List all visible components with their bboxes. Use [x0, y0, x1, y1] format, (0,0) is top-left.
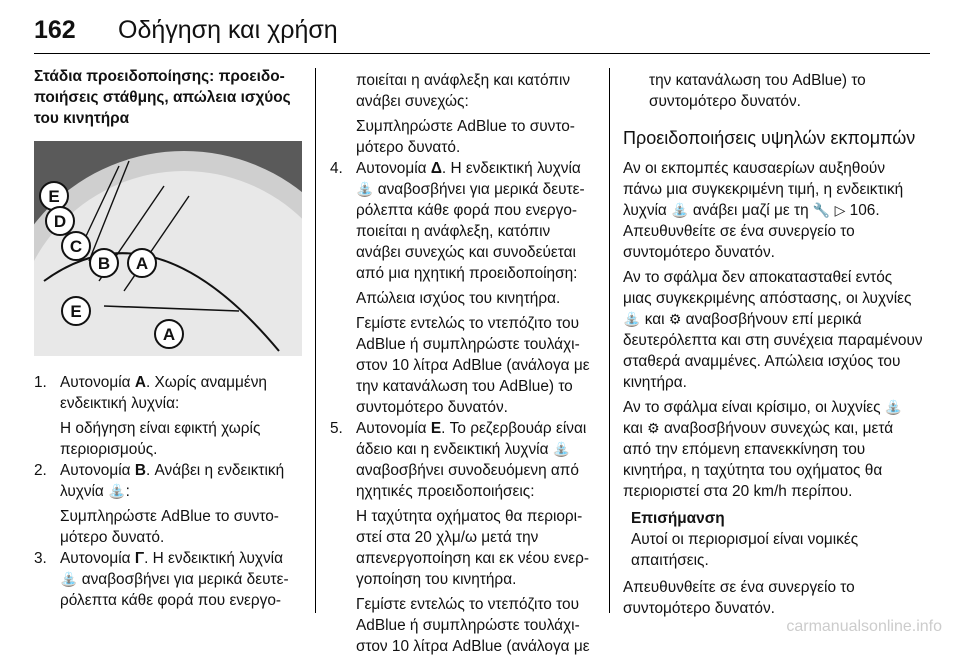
paragraph: Απευθυνθείτε σε ένα συνεργείο το συντομότερο δυνατόν. — [623, 579, 855, 617]
list-item-continuation: την κατανάλωση του AdBlue) το συντομότερο δυνατόν. — [649, 72, 866, 110]
page-reference-arrow-icon: ▷ — [834, 202, 846, 218]
fig-label-e: E — [48, 187, 60, 206]
list-item: 1. Αυτονομία A. Χωρίς αναμμένη ενδεικτική λυχνία: — [34, 374, 267, 412]
watermark: carmanualsonline.info — [786, 618, 942, 635]
section-heading: Προειδοποιήσεις υψηλών εκπομπών — [623, 128, 916, 148]
gauge-figure — [34, 141, 302, 356]
adblue-warning-icon: ⛲ — [356, 181, 374, 197]
list-item-continuation: ποιείται η ανάφλεξη και κατόπιν ανάβει συνεχώς: — [356, 72, 571, 110]
adblue-warning-icon: ⛲ — [60, 571, 78, 587]
note-body: Αυτοί οι περιορισμοί είναι νομικές απαιτήσεις. — [631, 531, 859, 569]
list-item-sub: Συμπληρώστε AdBlue το συντομότερο δυνατό. — [356, 118, 575, 156]
fig-label-a: A — [135, 254, 149, 273]
list-item-sub: Η οδήγηση είναι εφικτή χωρίς περιορισμούς. — [60, 420, 261, 458]
adblue-warning-icon: ⛲ — [671, 202, 689, 218]
adblue-warning-icon: ⛲ — [552, 441, 571, 457]
adblue-warning-icon: ⛲ — [623, 311, 641, 327]
list-item-sub: Γεμίστε εντελώς το ντεπόζιτο του AdBlue ή συμπληρώστε τουλάχιστον 10 λίτρα AdBlue (ανάλογα με — [356, 596, 590, 655]
column-3 — [623, 66, 923, 623]
page-header — [34, 10, 930, 50]
note-title: Επισήμανση — [631, 510, 725, 527]
column-2 — [330, 66, 598, 657]
list-item-sub: Η ταχύτητα οχήματος θα περιοριστεί στα 20 χλμ/ω μετά την απενεργοποίηση και εκ νέου ενεργοποίηση του κινητήρα. — [356, 508, 590, 588]
fig-label-e2: E — [70, 302, 82, 321]
gauge-illustration — [34, 141, 302, 356]
header-rule — [34, 53, 930, 54]
fig-label-c: C — [69, 237, 83, 256]
engine-warning-icon: ⚙ — [668, 311, 682, 327]
paragraph: Αν το σφάλμα δεν αποκατασταθεί εντός μιας συγκεκριμένης απόστασης, οι λυχνίες ⛲ και ⚙ αναβοσβήνουν επί μερικά δευτερόλεπτα και στη συνέχεια παραμένουν σταθερά αναμμένες. Απώλεια ισχύος του κινητήρα. — [623, 269, 923, 391]
column-1 — [34, 66, 302, 611]
fig-label-a2: A — [162, 325, 176, 344]
section-heading: Στάδια προειδοποίησης: προειδοποιήσεις στάθμης, απώλεια ισχύος του κινητήρα — [34, 68, 291, 127]
page-number: 162 — [34, 16, 76, 44]
list-item-sub: Συμπληρώστε AdBlue το συντομότερο δυνατό. — [60, 508, 279, 546]
adblue-warning-icon: ⛲ — [108, 483, 126, 499]
paragraph: Αν οι εκπομπές καυσαερίων αυξηθούν πάνω μια συγκεκριμένη τιμή, η ενδεικτική λυχνία ⛲ ανάβει μαζί με τη 🔧 ▷ 106. Απευθυνθείτε σε ένα συνεργείο το συντομότερο δυνατόν. — [623, 160, 904, 261]
list-item-sub: Απώλεια ισχύος του κινητήρα. — [356, 290, 561, 307]
service-wrench-icon: 🔧 — [812, 202, 831, 218]
column-divider-1 — [315, 68, 316, 613]
paragraph: Αν το σφάλμα είναι κρίσιμο, οι λυχνίες ⛲ και ⚙ αναβοσβήνουν συνεχώς και, μετά από την επόμενη επανεκκίνηση του κινητήρα, η ταχύτητα του οχήματος θα περιοριστεί στα 20 km/h περίπου. — [623, 399, 903, 500]
fig-label-b: B — [97, 254, 111, 273]
list-item: 4. Αυτονομία Δ. Η ενδεικτική λυχνία ⛲ αναβοσβήνει για μερικά δευτερόλεπτα κάθε φορά που ενεργοποιείται η ανάφλεξη, κατόπιν ανάβει συνεχώς και συνοδεύεται από μια ηχητική προειδοποίηση: — [330, 160, 585, 282]
list-item-sub: Γεμίστε εντελώς το ντεπόζιτο του AdBlue ή συμπληρώστε τουλάχιστον 10 λίτρα AdBlue (ανάλογα με την κατανάλωση του AdBlue) το συντομότερο δυνατόν. — [356, 315, 590, 416]
page-title: Οδήγηση και χρήση — [118, 16, 338, 44]
engine-warning-icon: ⚙ — [647, 420, 660, 436]
adblue-warning-icon: ⛲ — [884, 399, 903, 415]
list-item: 5. Αυτονομία E. Το ρεζερβουάρ είναι άδειο και η ενδεικτική λυχνία ⛲ αναβοσβήνει συνοδευόμενη από ηχητικές προειδοποιήσεις: — [330, 420, 587, 500]
list-item: 3. Αυτονομία Γ. Η ενδεικτική λυχνία ⛲ αναβοσβήνει για μερικά δευτερόλεπτα κάθε φορά που ενεργο- — [34, 550, 289, 609]
column-divider-2 — [609, 68, 610, 613]
fig-label-d: D — [53, 212, 67, 231]
list-item: 2. Αυτονομία B. Ανάβει η ενδεικτική λυχνία ⛲: — [34, 462, 285, 500]
